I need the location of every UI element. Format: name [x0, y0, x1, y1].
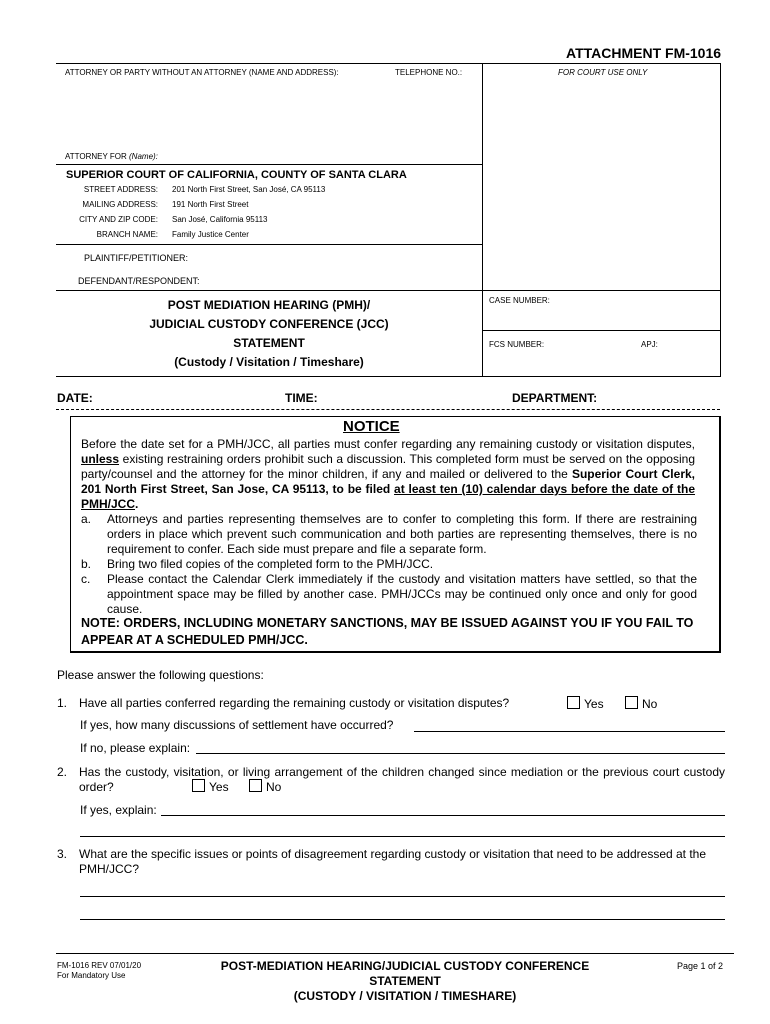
q1-yes-option[interactable]	[567, 696, 604, 711]
form-title-line3: STATEMENT	[233, 336, 305, 350]
department-label: DEPARTMENT:	[512, 391, 598, 405]
plaintiff-label: PLAINTIFF/PETITIONER:	[84, 253, 189, 263]
q1-ifyes-label: If yes, how many discussions of settlement have occurred?	[80, 718, 394, 732]
caption-right-border	[720, 63, 721, 377]
q3-answer-line-1[interactable]	[80, 896, 725, 897]
apj-label: APJ:	[641, 340, 658, 349]
notice-period: .	[135, 497, 139, 511]
form-title	[56, 296, 482, 372]
q1-text: Have all parties conferred regarding the remaining custody or visitation disputes?	[79, 696, 510, 710]
notice-text-2: existing restraining orders prohibit such a discussion. This completed form must be served on the opposing party/counsel and the attorney for the minor children, if any and mailed or delivered to the	[81, 452, 695, 481]
time-label: TIME:	[285, 391, 318, 405]
q2-explain-line-2[interactable]	[80, 836, 725, 837]
mailing-value: 191 North First Street	[172, 200, 249, 209]
notice-deadline: at least ten (10) calendar days before the date of the PMH/JCC	[81, 482, 695, 511]
q2-no-label: No	[266, 780, 282, 794]
notice-item-c-text: Please contact the Calendar Clerk immediately if the custody and visitation matters have settled, so that the appointment space may be filled by another case. PMH/JCCs may be continued only once and only for good cause.	[107, 572, 697, 616]
form-id: FM-1016 REV 07/01/20	[57, 961, 142, 970]
q1-no-option[interactable]	[625, 696, 657, 711]
form-title-line1: POST MEDIATION HEARING (PMH)/	[167, 298, 371, 312]
defendant-label: DEFENDANT/RESPONDENT:	[78, 276, 200, 286]
notice-item-b-marker: b.	[81, 557, 92, 571]
q2-no-option[interactable]	[249, 779, 281, 794]
case-number-label: CASE NUMBER:	[489, 296, 550, 305]
q1-yes-label: Yes	[584, 697, 604, 711]
court-name: SUPERIOR COURT OF CALIFORNIA, COUNTY OF SANTA CLARA	[66, 169, 407, 181]
date-divider	[56, 409, 720, 410]
city-value: San José, California 95113	[172, 215, 268, 224]
attorney-divider	[56, 164, 482, 165]
q1-yes-checkbox[interactable]	[567, 696, 580, 709]
q3-text: What are the specific issues or points of disagreement regarding custody or visitation that need to be addressed at the PMH/JCC?	[79, 847, 707, 876]
notice-item-b-text: Bring two filed copies of the completed form to the PMH/JCC.	[107, 557, 434, 571]
caption-bottom-border	[56, 376, 720, 377]
attorney-for-label	[65, 152, 158, 161]
q1-ifyes-field[interactable]	[414, 731, 725, 732]
q3-answer-line-2[interactable]	[80, 919, 725, 920]
q1-no-checkbox[interactable]	[625, 696, 638, 709]
notice-item-c	[81, 572, 697, 617]
notice-clerk-address: Superior Court Clerk, 201 North First Street, San Jose, CA 95113, to be filed	[81, 467, 695, 496]
date-label: DATE:	[57, 391, 93, 405]
q2-number: 2.	[57, 765, 68, 779]
notice-item-a-text: Attorneys and parties representing themselves are to confer to completing this form. If there are restraining orders in place which prevent such communication and both parties are representing themselves, there is no requirement to confer. Each side must prepare and file a separate form.	[107, 512, 697, 556]
attachment-title: ATTACHMENT FM-1016	[566, 45, 722, 61]
notice-item-a-marker: a.	[81, 512, 92, 526]
attorney-for-prefix: ATTORNEY FOR	[65, 152, 130, 161]
court-use-label: FOR COURT USE ONLY	[558, 68, 648, 77]
footer-divider	[56, 953, 734, 954]
q2-yes-label: Yes	[209, 780, 229, 794]
q1-no-label: No	[642, 697, 658, 711]
form-title-line4: (Custody / Visitation / Timeshare)	[174, 355, 364, 369]
city-label: CITY AND ZIP CODE:	[79, 215, 158, 224]
mandatory-use: For Mandatory Use	[57, 971, 126, 980]
street-label: STREET ADDRESS:	[83, 185, 158, 194]
attorney-label: ATTORNEY OR PARTY WITHOUT AN ATTORNEY (NAME AND ADDRESS):	[65, 68, 339, 77]
court-divider	[56, 244, 482, 245]
footer-title-line1: POST-MEDIATION HEARING/JUDICIAL CUSTODY CONFERENCE	[220, 959, 590, 973]
footer-title-line2: STATEMENT	[369, 974, 441, 988]
mailing-label: MAILING ADDRESS:	[82, 200, 158, 209]
q2-yes-checkbox[interactable]	[192, 779, 205, 792]
notice-item-a	[81, 512, 697, 557]
parties-divider	[56, 290, 720, 291]
q1-ifno-field[interactable]	[196, 753, 725, 754]
case-number-divider	[482, 330, 720, 331]
form-title-line2: JUDICIAL CUSTODY CONFERENCE (JCC)	[149, 317, 389, 331]
q1-ifno-label: If no, please explain:	[80, 741, 191, 755]
q2-no-checkbox[interactable]	[249, 779, 262, 792]
telephone-label: TELEPHONE NO.:	[395, 68, 463, 77]
notice-paragraph	[81, 437, 695, 512]
branch-label: BRANCH NAME:	[96, 230, 158, 239]
q2-yes-option[interactable]	[192, 779, 229, 794]
notice-note: NOTE: ORDERS, INCLUDING MONETARY SANCTIONS, MAY BE ISSUED AGAINST YOU IF YOU FAIL TO APPEAR AT A SCHEDULED PMH/JCC.	[81, 616, 694, 647]
footer-title-line3: (CUSTODY / VISITATION / TIMESHARE)	[293, 989, 517, 1003]
page-number: Page 1 of 2	[677, 961, 724, 971]
fcs-number-label: FCS NUMBER:	[489, 340, 545, 349]
q1-number: 1.	[57, 696, 68, 710]
notice-text-1: Before the date set for a PMH/JCC, all parties must confer regarding any remaining custody or visitation disputes,	[81, 437, 695, 451]
street-value: 201 North First Street, San José, CA 95113	[172, 185, 326, 194]
footer-title	[195, 959, 615, 1004]
notice-unless: unless	[81, 452, 120, 466]
attorney-for-name: (Name):	[129, 152, 158, 161]
notice-item-c-marker: c.	[81, 572, 91, 586]
branch-value: Family Justice Center	[172, 230, 249, 239]
caption-top-border	[56, 63, 720, 64]
q2-ifyes-label: If yes, explain:	[80, 803, 157, 817]
q2-ifyes-field[interactable]	[161, 815, 725, 816]
notice-item-b	[81, 557, 697, 572]
q3-number: 3.	[57, 847, 68, 861]
q2-text: Has the custody, visitation, or living arrangement of the children changed since mediation or the previous court custody order?	[79, 765, 725, 794]
questions-intro: Please answer the following questions:	[57, 668, 264, 682]
notice-title: NOTICE	[343, 418, 400, 435]
